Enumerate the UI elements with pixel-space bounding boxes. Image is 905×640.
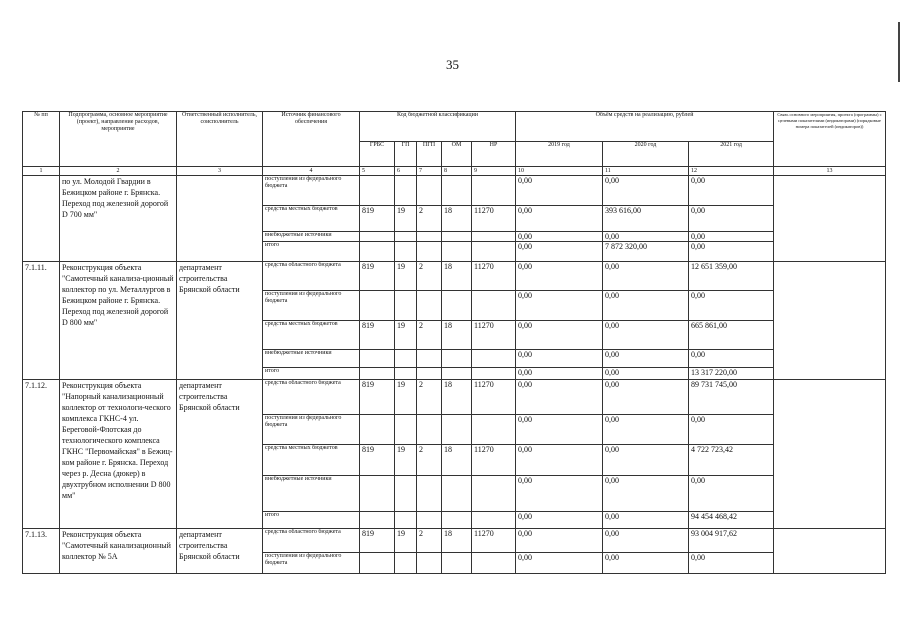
value-2020: 7 872 320,00 [603,242,689,262]
colnum-7: 7 [417,167,442,176]
colnum-4: 4 [263,167,360,176]
value-2020: 0,00 [603,232,689,242]
value-2021: 0,00 [689,291,774,321]
code-pgp: 2 [417,529,442,553]
code-gp: 19 [395,206,417,232]
value-2020: 0,00 [603,291,689,321]
colnum-1: 1 [23,167,60,176]
value-2019: 0,00 [516,232,603,242]
value-2020: 0,00 [603,553,689,574]
header-grbs: ГРБС [360,142,395,167]
value-2019: 0,00 [516,242,603,262]
value-2020: 0,00 [603,380,689,415]
value-2021: 93 004 917,62 [689,529,774,553]
header-num: № пп [23,112,60,167]
source-label: средства областного бюджета [263,529,360,553]
header-pgp: ПГП [417,142,442,167]
code-pgp: 2 [417,206,442,232]
code-gp: 19 [395,321,417,350]
source-label: средства местных бюджетов [263,321,360,350]
item-responsible [177,176,263,262]
budget-table [22,111,886,574]
value-2020: 0,00 [603,321,689,350]
colnum-2: 2 [60,167,177,176]
header-2021: 2021 год [689,142,774,167]
code-grbs: 819 [360,321,395,350]
item-number: 7.1.13. [23,529,60,574]
header-budget-code: Код бюджетной классификации [360,112,516,142]
item-title: Реконструкция объекта "Самотечный канализационный коллектор № 5А [60,529,177,574]
code-om: 18 [442,321,472,350]
source-label: средства местных бюджетов [263,445,360,476]
value-2021: 0,00 [689,415,774,445]
page-number: 35 [446,57,459,72]
item-title: Реконструкция объекта "Напорный канализационный коллектор от технологи-ческого комплекса ГКНС-4 ул. Береговой-Флотская до технологического комплекса ГКНС "Первомайская" в Бежиц-ком районе г. Брянска. Переход через р. Десна (дюкер) в двухтрубном исполнении D 800 мм" [60,380,177,529]
code-grbs: 819 [360,206,395,232]
source-label: итого [263,368,360,380]
source-label: средства местных бюджетов [263,206,360,232]
code-pgp: 2 [417,445,442,476]
column-number-row [23,167,886,176]
value-2021: 94 454 468,42 [689,512,774,529]
colnum-13: 13 [774,167,886,176]
value-2020: 0,00 [603,415,689,445]
code-np: 11270 [472,321,516,350]
source-label: поступления из федерального бюджета [263,176,360,206]
header-program: Подпрограмма, основное мероприятие (проект), направление расходов, мероприятие [60,112,177,167]
code-gp: 19 [395,262,417,291]
value-2020: 393 616,00 [603,206,689,232]
value-2020: 0,00 [603,512,689,529]
header-2019: 2019 год [516,142,603,167]
value-2019: 0,00 [516,512,603,529]
code-om: 18 [442,445,472,476]
code-grbs: 819 [360,380,395,415]
value-2019: 0,00 [516,176,603,206]
code-np: 11270 [472,380,516,415]
item-number [23,176,60,262]
value-2019: 0,00 [516,350,603,368]
header-np: НР [472,142,516,167]
header-om: ОМ [442,142,472,167]
value-2020: 0,00 [603,445,689,476]
item-responsible: департамент строительства Брянской области [177,262,263,380]
source-label: внебюджетные источники [263,476,360,512]
header-2020: 2020 год [603,142,689,167]
header-source: Источник финансового обеспечения [263,112,360,167]
colnum-9: 9 [472,167,516,176]
code-gp: 19 [395,529,417,553]
item-number: 7.1.11. [23,262,60,380]
colnum-8: 8 [442,167,472,176]
source-label: поступления из федерального бюджета [263,291,360,321]
header-link: Связь основного мероприятия, проекта (программы) с целевыми показателями (индикаторами) (порядковые номера показателей (индикаторов)) [774,112,886,167]
value-2020: 0,00 [603,262,689,291]
colnum-10: 10 [516,167,603,176]
item-title: Реконструкция объекта "Самотечный канализа-ционный коллектор по ул. Металлургов в Бежицком районе г. Брянска. Переход под железной дорогой D 800 мм" [60,262,177,380]
value-2021: 0,00 [689,206,774,232]
colnum-12: 12 [689,167,774,176]
colnum-3: 3 [177,167,263,176]
source-label: итого [263,512,360,529]
value-2019: 0,00 [516,380,603,415]
header-funds: Объём средств на реализацию, рублей [516,112,774,142]
table-row [23,262,886,291]
value-2019: 0,00 [516,206,603,232]
source-label: итого [263,242,360,262]
source-label: поступления из федерального бюджета [263,415,360,445]
scan-edge-line [898,22,900,82]
value-2020: 0,00 [603,476,689,512]
code-np: 11270 [472,529,516,553]
value-2021: 13 317 220,00 [689,368,774,380]
code-om: 18 [442,262,472,291]
code-om: 18 [442,380,472,415]
value-2021: 0,00 [689,176,774,206]
code-om: 18 [442,529,472,553]
source-label: внебюджетные источники [263,350,360,368]
code-np: 11270 [472,206,516,232]
code-gp: 19 [395,445,417,476]
colnum-6: 6 [395,167,417,176]
code-grbs: 819 [360,445,395,476]
item-title: по ул. Молодой Гвардии в Бежицком районе г. Брянска. Переход под железной дорогой D 700 мм" [60,176,177,262]
code-grbs: 819 [360,262,395,291]
value-2019: 0,00 [516,476,603,512]
value-2019: 0,00 [516,553,603,574]
source-label: средства областного бюджета [263,380,360,415]
code-pgp: 2 [417,380,442,415]
value-2019: 0,00 [516,529,603,553]
item-responsible: департамент строительства Брянской области [177,529,263,574]
value-2019: 0,00 [516,368,603,380]
code-pgp: 2 [417,321,442,350]
code-gp: 19 [395,380,417,415]
value-2021: 665 861,00 [689,321,774,350]
colnum-11: 11 [603,167,689,176]
value-2020: 0,00 [603,176,689,206]
table-row [23,380,886,415]
value-2019: 0,00 [516,262,603,291]
value-2021: 89 731 745,00 [689,380,774,415]
header-responsible: Ответственный исполнитель, соисполнитель [177,112,263,167]
value-2021: 12 651 359,00 [689,262,774,291]
value-2021: 0,00 [689,476,774,512]
table-row [23,529,886,553]
item-number: 7.1.12. [23,380,60,529]
value-2021: 0,00 [689,232,774,242]
value-2019: 0,00 [516,321,603,350]
header-gp: ГП [395,142,417,167]
table-row [23,176,886,206]
code-pgp: 2 [417,262,442,291]
code-grbs: 819 [360,529,395,553]
value-2019: 0,00 [516,445,603,476]
value-2020: 0,00 [603,368,689,380]
value-2021: 0,00 [689,242,774,262]
source-label: внебюджетные источники [263,232,360,242]
source-label: средства областного бюджета [263,262,360,291]
value-2020: 0,00 [603,529,689,553]
code-np: 11270 [472,262,516,291]
item-responsible: департамент строительства Брянской области [177,380,263,529]
code-np: 11270 [472,445,516,476]
value-2019: 0,00 [516,415,603,445]
value-2021: 0,00 [689,553,774,574]
value-2021: 0,00 [689,350,774,368]
colnum-5: 5 [360,167,395,176]
code-om: 18 [442,206,472,232]
value-2021: 4 722 723,42 [689,445,774,476]
value-2020: 0,00 [603,350,689,368]
source-label: поступления из федерального бюджета [263,553,360,574]
value-2019: 0,00 [516,291,603,321]
